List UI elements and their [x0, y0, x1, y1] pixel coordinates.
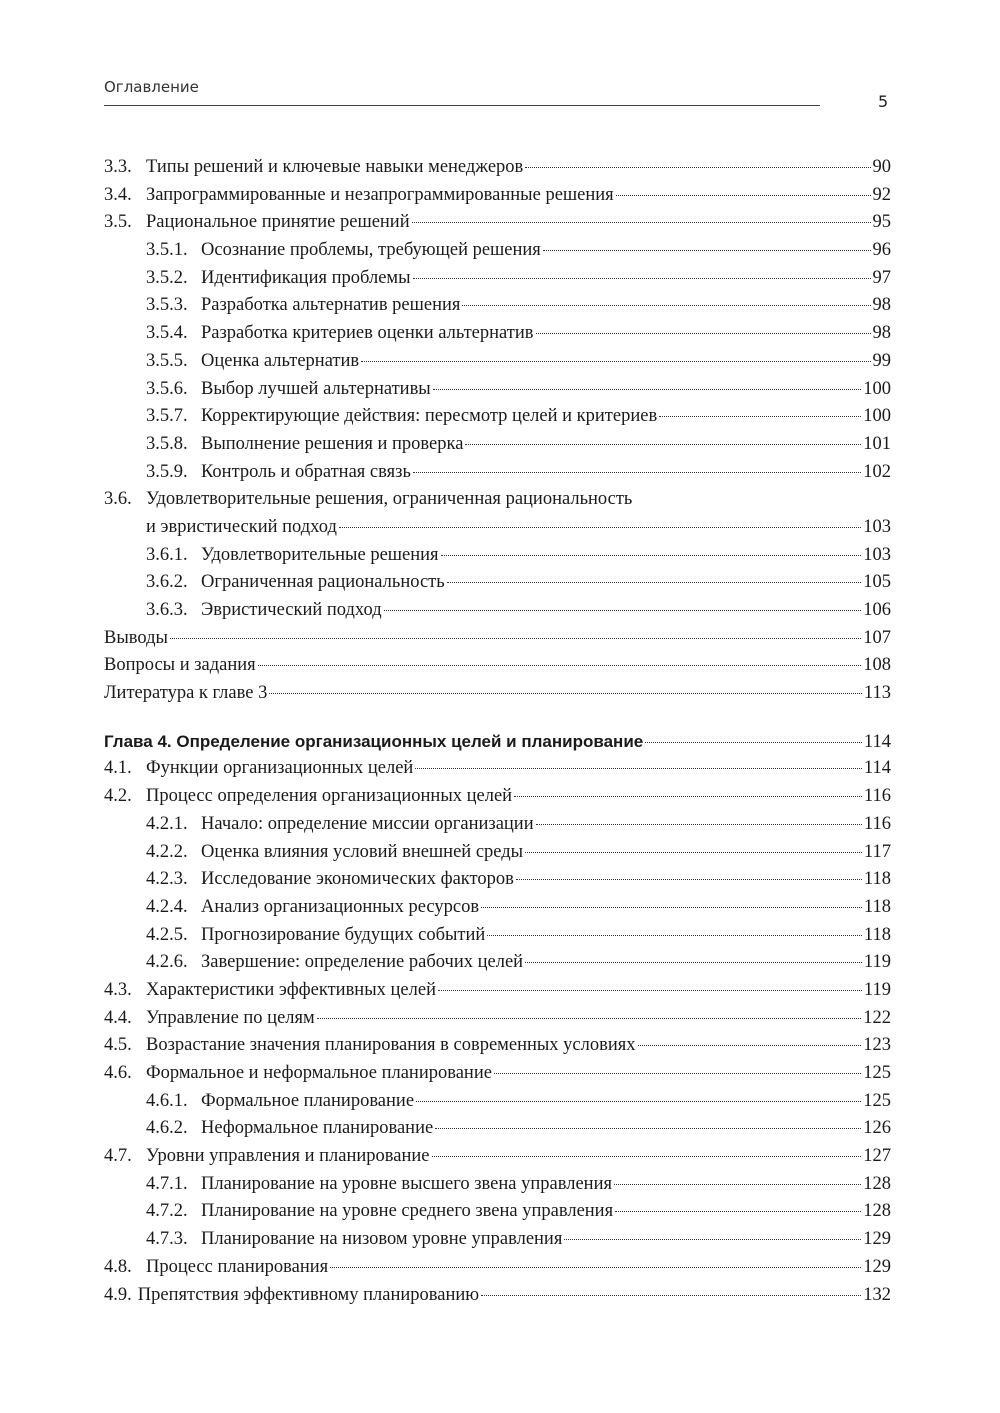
- toc-entry-number: 3.5.: [104, 212, 132, 233]
- dot-leader: [330, 1267, 861, 1268]
- dot-leader: [462, 305, 870, 306]
- toc-entry-number: 3.5.3.: [146, 295, 188, 316]
- dot-leader: [525, 962, 862, 963]
- toc-entry-number: 4.1.: [104, 758, 132, 779]
- toc-subentry[interactable]: [104, 839, 891, 867]
- toc-entry-title: Удовлетворительные решения: [201, 544, 439, 565]
- toc-entry-page: 117: [863, 841, 891, 862]
- header-divider: [104, 105, 820, 106]
- toc-entry-title: Неформальное планирование: [201, 1118, 434, 1139]
- toc-entry-title: Завершение: определение рабочих целей: [201, 952, 524, 973]
- dot-leader: [339, 527, 861, 528]
- dot-leader: [481, 1295, 861, 1296]
- toc-entry-page: 116: [863, 813, 891, 834]
- dot-leader: [465, 444, 861, 445]
- toc-entry-title: Уровни управления и планирование: [146, 1146, 430, 1167]
- toc-entry-number: 4.5.: [104, 1035, 132, 1056]
- toc-entry-number: 4.2.5.: [146, 924, 188, 945]
- toc-entry-page: 122: [863, 1007, 891, 1028]
- toc-entry-page: 128: [863, 1173, 891, 1194]
- toc-entry-title: Оценка альтернатив: [201, 350, 360, 371]
- toc-entry-page: 101: [863, 433, 891, 454]
- toc-subentry[interactable]: [104, 431, 891, 459]
- toc-entry-title: Выполнение решения и проверка: [201, 433, 464, 454]
- toc-entry[interactable]: [104, 977, 891, 1005]
- toc-entry-page: 132: [863, 1284, 891, 1305]
- toc-entry-number: 4.8.: [104, 1256, 132, 1277]
- toc-entry-title: Осознание проблемы, требующей решения: [201, 240, 541, 261]
- toc-entry-number: 4.7.: [104, 1146, 132, 1167]
- toc-entry-number: 4.6.: [104, 1063, 132, 1083]
- toc-entry-multiline-first[interactable]: [104, 486, 891, 514]
- toc-entry-number: 3.6.: [104, 489, 132, 510]
- toc-entry-literature[interactable]: [104, 680, 891, 708]
- toc-entry-title: Выбор лучшей альтернативы: [201, 378, 431, 399]
- toc-entry-number: 4.7.3.: [146, 1229, 188, 1250]
- dot-leader: [433, 389, 862, 390]
- toc-entry-multiline-second[interactable]: [104, 514, 891, 542]
- dot-leader: [525, 852, 862, 853]
- dot-leader: [615, 1211, 861, 1212]
- toc-entry-page: 92: [872, 184, 891, 205]
- toc-entry-title: Препятствия эффективному планированию: [137, 1284, 480, 1305]
- toc-entry-number: 4.2.1.: [146, 813, 188, 834]
- toc-entry-title: Рациональное принятие решений: [146, 212, 410, 233]
- toc-entry[interactable]: [104, 1254, 891, 1282]
- toc-subentry[interactable]: [104, 1088, 891, 1116]
- toc-entry-page: 108: [863, 655, 891, 676]
- toc-subentry[interactable]: [104, 265, 891, 293]
- toc-entry-conclusions[interactable]: [104, 625, 891, 653]
- dot-leader: [543, 250, 871, 251]
- dot-leader: [481, 907, 862, 908]
- toc-entry-page: 97: [872, 267, 891, 288]
- toc-entry-page: 107: [863, 627, 891, 648]
- toc-entry-title: Формальное и неформальное планирование: [146, 1063, 492, 1083]
- toc-entry-number: 4.7.2.: [146, 1201, 188, 1222]
- running-header: Оглавление: [104, 78, 199, 96]
- toc-entry-title: Исследование экономических факторов: [201, 869, 514, 890]
- dot-leader: [614, 1184, 861, 1185]
- toc-entry-title: Вопросы и задания: [104, 655, 256, 676]
- toc-subentry[interactable]: [104, 320, 891, 348]
- toc-subentry[interactable]: [104, 894, 891, 922]
- toc-entry-page: 116: [863, 786, 891, 807]
- toc-entry-page: 106: [863, 600, 891, 620]
- toc-subentry[interactable]: [104, 949, 891, 977]
- toc-entry-page: 114: [863, 758, 891, 779]
- toc-entry-number: 3.5.8.: [146, 433, 188, 454]
- table-of-contents: [104, 154, 891, 1309]
- dot-leader: [415, 768, 862, 769]
- toc-entry-title: Выводы: [104, 627, 168, 648]
- toc-entry-title: Эвристический подход: [201, 600, 382, 620]
- toc-entry-number: 4.2.2.: [146, 841, 188, 862]
- toc-entry-title: и эвристический подход: [146, 516, 337, 537]
- dot-leader: [659, 416, 861, 417]
- toc-subentry[interactable]: [104, 1115, 891, 1143]
- dot-leader: [416, 1101, 861, 1102]
- toc-entry-title: Процесс определения организационных целей: [146, 786, 513, 807]
- toc-entry-title: Ограниченная рациональность: [201, 572, 445, 593]
- toc-entry[interactable]: [104, 182, 891, 210]
- toc-entry[interactable]: [104, 1005, 891, 1033]
- dot-leader: [487, 935, 862, 936]
- toc-entry[interactable]: [104, 1032, 891, 1060]
- toc-entry-page: 102: [863, 461, 891, 482]
- toc-entry-title: Корректирующие действия: пересмотр целей и критериев: [201, 406, 658, 427]
- toc-entry-page: 114: [863, 731, 891, 752]
- toc-entry-title: Типы решений и ключевые навыки менеджеров: [146, 157, 524, 177]
- toc-entry-title: Оценка влияния условий внешней среды: [201, 841, 524, 862]
- toc-subentry[interactable]: [104, 569, 891, 597]
- toc-subentry[interactable]: [104, 237, 891, 265]
- toc-entry-title: Планирование на уровне среднего звена управления: [201, 1201, 614, 1222]
- dot-leader: [616, 195, 871, 196]
- dot-leader: [645, 742, 862, 743]
- dot-leader: [412, 222, 871, 223]
- toc-entry-page: 96: [872, 240, 891, 261]
- dot-leader: [269, 693, 862, 694]
- toc-entry-number: 3.5.5.: [146, 350, 188, 371]
- toc-subentry[interactable]: [104, 597, 891, 625]
- toc-subentry[interactable]: [104, 376, 891, 404]
- toc-entry-number: 4.6.1.: [146, 1090, 188, 1111]
- dot-leader: [441, 555, 862, 556]
- toc-entry-number: 4.6.2.: [146, 1118, 188, 1139]
- toc-entry[interactable]: [104, 1143, 891, 1171]
- toc-entry-page: 118: [863, 896, 891, 917]
- dot-leader: [432, 1156, 862, 1157]
- toc-chapter-heading[interactable]: [104, 728, 891, 756]
- toc-entry-number: 3.5.9.: [146, 461, 188, 482]
- toc-entry-number: 3.6.1.: [146, 544, 188, 565]
- toc-entry-page: 105: [863, 572, 891, 593]
- toc-entry-number: 3.5.4.: [146, 323, 188, 344]
- toc-subentry[interactable]: [104, 459, 891, 487]
- toc-entry-number: 4.2.3.: [146, 869, 188, 890]
- toc-entry-page: 125: [863, 1063, 891, 1083]
- toc-entry-number: 3.5.1.: [146, 240, 188, 261]
- toc-entry-number: 3.4.: [104, 184, 132, 205]
- toc-subentry[interactable]: [104, 922, 891, 950]
- toc-entry-title: Процесс планирования: [146, 1256, 329, 1277]
- dot-leader: [384, 610, 862, 611]
- dot-leader: [447, 582, 862, 583]
- toc-entry-page: 99: [872, 350, 891, 371]
- toc-entry-number: 4.4.: [104, 1007, 132, 1028]
- toc-entry[interactable]: [104, 1282, 891, 1310]
- toc-entry-page: 103: [863, 544, 891, 565]
- toc-entry-page: 128: [863, 1201, 891, 1222]
- toc-entry-page: 119: [863, 952, 891, 973]
- toc-entry-number: 4.3.: [104, 979, 132, 1000]
- toc-subentry[interactable]: [104, 542, 891, 570]
- toc-subentry[interactable]: [104, 348, 891, 376]
- toc-entry-page: 95: [872, 212, 891, 233]
- toc-entry-title: Функции организационных целей: [146, 758, 414, 779]
- dot-leader: [435, 1128, 861, 1129]
- toc-entry-number: 3.5.2.: [146, 267, 188, 288]
- toc-entry-number: 3.6.3.: [146, 600, 188, 620]
- toc-entry-title: Запрограммированные и незапрограммированные решения: [146, 184, 614, 205]
- toc-entry-title: Управление по целям: [146, 1007, 315, 1028]
- toc-entry[interactable]: [104, 209, 891, 237]
- toc-subentry[interactable]: [104, 811, 891, 839]
- toc-entry[interactable]: [104, 154, 891, 182]
- dot-leader: [536, 824, 862, 825]
- toc-entry-page: 118: [863, 869, 891, 890]
- toc-entry-page: 100: [863, 406, 891, 427]
- toc-entry-title: Планирование на уровне высшего звена управления: [201, 1173, 612, 1194]
- dot-leader: [413, 472, 861, 473]
- dot-leader: [361, 361, 870, 362]
- chapter-title: Глава 4. Определение организационных целей и планирование: [104, 731, 644, 751]
- toc-entry-number: 3.5.6.: [146, 378, 188, 399]
- dot-leader: [516, 879, 862, 880]
- toc-entry-title: Прогнозирование будущих событий: [201, 924, 486, 945]
- toc-entry-page: 98: [872, 295, 891, 316]
- toc-entry-title: Литература к главе 3: [104, 683, 268, 704]
- toc-entry-questions[interactable]: [104, 652, 891, 680]
- toc-entry-number: 4.2.: [104, 786, 132, 807]
- toc-subentry[interactable]: [104, 866, 891, 894]
- dot-leader: [638, 1045, 862, 1046]
- toc-entry-page: 100: [863, 378, 891, 399]
- dot-leader: [317, 1018, 862, 1019]
- toc-entry-page: 98: [872, 323, 891, 344]
- toc-entry-page: 118: [863, 924, 891, 945]
- dot-leader: [170, 638, 861, 639]
- toc-entry-title: Начало: определение миссии организации: [201, 813, 534, 834]
- toc-subentry[interactable]: [104, 1171, 891, 1199]
- toc-entry-number: 3.3.: [104, 157, 132, 177]
- toc-entry-title: Разработка альтернатив решения: [201, 295, 461, 316]
- toc-entry[interactable]: [104, 1060, 891, 1088]
- toc-entry-page: 129: [863, 1256, 891, 1277]
- toc-entry-title: Анализ организационных ресурсов: [201, 896, 480, 917]
- toc-entry-title: Удовлетворительные решения, ограниченная рациональность: [146, 489, 633, 510]
- toc-entry-page: 113: [863, 683, 891, 704]
- toc-entry-title: Разработка критериев оценки альтернатив: [201, 323, 534, 344]
- toc-entry-title: Планирование на низовом уровне управления: [201, 1229, 563, 1250]
- toc-entry-page: 126: [863, 1118, 891, 1139]
- toc-entry-number: 4.7.1.: [146, 1173, 188, 1194]
- toc-entry-title: Характеристики эффективных целей: [146, 979, 436, 1000]
- toc-subentry[interactable]: [104, 1198, 891, 1226]
- toc-entry-title: Возрастание значения планирования в современных условиях: [146, 1035, 636, 1056]
- dot-leader: [514, 796, 862, 797]
- toc-entry-page: 125: [863, 1090, 891, 1111]
- toc-entry-page: 127: [863, 1146, 891, 1167]
- toc-entry-page: 90: [872, 157, 891, 177]
- toc-entry-number: 4.2.4.: [146, 896, 188, 917]
- toc-entry-page: 103: [863, 516, 891, 537]
- dot-leader: [258, 665, 862, 666]
- dot-leader: [564, 1239, 861, 1240]
- toc-entry-title: Контроль и обратная связь: [201, 461, 411, 482]
- toc-entry-page: 129: [863, 1229, 891, 1250]
- toc-entry-number: 4.2.6.: [146, 952, 188, 973]
- toc-entry[interactable]: [104, 783, 891, 811]
- toc-subentry[interactable]: [104, 292, 891, 320]
- page-number: 5: [878, 92, 889, 111]
- toc-entry-title: Формальное планирование: [201, 1090, 415, 1111]
- toc-entry-number: 3.6.2.: [146, 572, 188, 593]
- toc-subentry[interactable]: [104, 1226, 891, 1254]
- toc-entry-page: 123: [863, 1035, 891, 1056]
- toc-subentry[interactable]: [104, 403, 891, 431]
- toc-entry-number: 4.9.: [104, 1284, 132, 1305]
- dot-leader: [494, 1073, 861, 1074]
- dot-leader: [413, 278, 871, 279]
- toc-entry-page: 119: [863, 979, 891, 1000]
- dot-leader: [536, 333, 871, 334]
- toc-entry[interactable]: [104, 755, 891, 783]
- dot-leader: [438, 990, 862, 991]
- toc-entry-title: Идентификация проблемы: [201, 267, 411, 288]
- dot-leader: [525, 167, 870, 168]
- toc-entry-number: 3.5.7.: [146, 406, 188, 427]
